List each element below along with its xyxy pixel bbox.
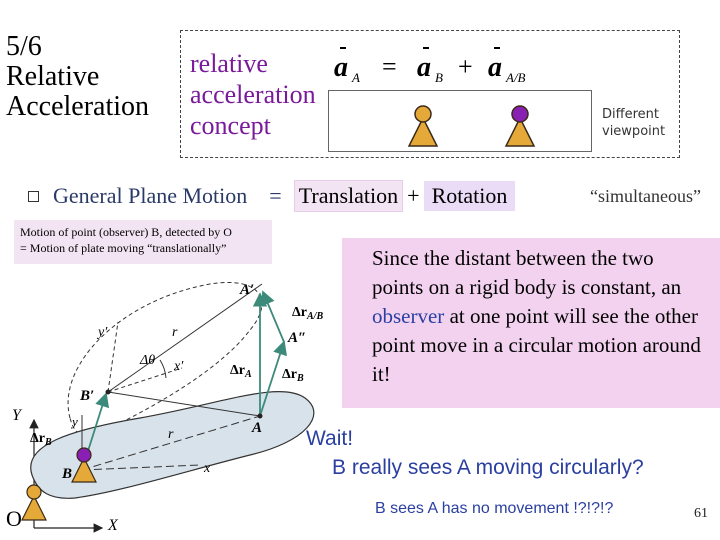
eq-lhs-sub: A [352,70,360,85]
y-prime-axis [108,322,118,392]
label-A-dprime: A″ [288,330,307,346]
rotation-label: Rotation [424,181,516,211]
translation-label: Translation [294,180,403,212]
label-r-mid: r [168,427,174,442]
viewpoint-box [328,90,592,152]
wait-line-1: Wait! [306,427,354,450]
label-A: A [252,420,263,436]
eq-term1-sub: B [435,70,443,85]
observer-pin-purple-icon [502,100,538,150]
label-Y: Y [12,407,21,424]
eq-lhs: a [334,52,348,83]
circular-note-part1: Since the distant between the two points on a rigid body is constant, an [372,246,682,299]
viewpoint-label: Different viewpoint [602,107,666,139]
title-line-2: Acceleration [6,91,150,122]
circular-motion-note [342,238,720,408]
wait-line-2: B really sees A moving circularly? [332,456,644,479]
x-prime-axis [108,368,182,392]
point-A [258,414,263,419]
label-drB-right: $\Delta r_B$ [282,367,304,384]
label-dtheta: Δθ [140,353,156,368]
label-B: B [62,466,73,482]
label-drAB: $\Delta r_{A/B}$ [292,305,324,322]
general-plane-motion-label: General Plane Motion [53,183,248,208]
simultaneous-label: “simultaneous” [590,186,701,206]
eq-term2: a [488,52,502,83]
eq-term1: a [417,52,431,83]
circular-note-part2: at one point will see the other point move in a circular motion around it! [372,304,701,386]
page-number: 61 [694,506,708,521]
label-x-prime: x′ [174,359,184,374]
concept-label: relative acceleration concept [190,49,316,140]
observer-word: observer [372,304,445,328]
title-line-1: Relative [6,61,100,92]
drAB-arrow [263,292,284,342]
relative-acceleration-equation [330,40,575,86]
observer-note: Motion of point (observer) B, detected by O = Motion of plate moving “translationally” [14,220,272,264]
wait-question [306,424,644,482]
label-x: x [204,461,211,476]
label-X: X [108,517,118,534]
observer-pin-orange-icon [405,100,441,150]
slide-number: 5/6 [6,31,42,62]
eq-equals: = [382,52,397,81]
eq-term2-sub: A/B [506,70,526,85]
label-B-prime: B′ [80,388,95,404]
no-movement-note: B sees A has no movement !?!?!? [375,500,614,517]
point-Bprime [106,390,111,395]
label-y: y [72,414,78,429]
checkbox-bullet-icon [28,191,39,202]
label-y-prime: y′ [98,325,108,340]
origin-label: O [6,506,22,531]
label-drB-left: $\Delta r_B$ [30,431,52,448]
slide-title [6,32,149,122]
eq-plus: + [458,52,473,81]
bullet-general-plane-motion [28,178,515,214]
rigid-body-figure [0,270,345,540]
equals-sign: = [269,183,282,208]
plus-sign: + [407,183,420,208]
label-drA: $\Delta r_A$ [230,363,252,380]
label-A-prime: A′ [240,282,255,298]
dtheta-arc [160,360,166,378]
label-r-top: r [172,325,178,340]
